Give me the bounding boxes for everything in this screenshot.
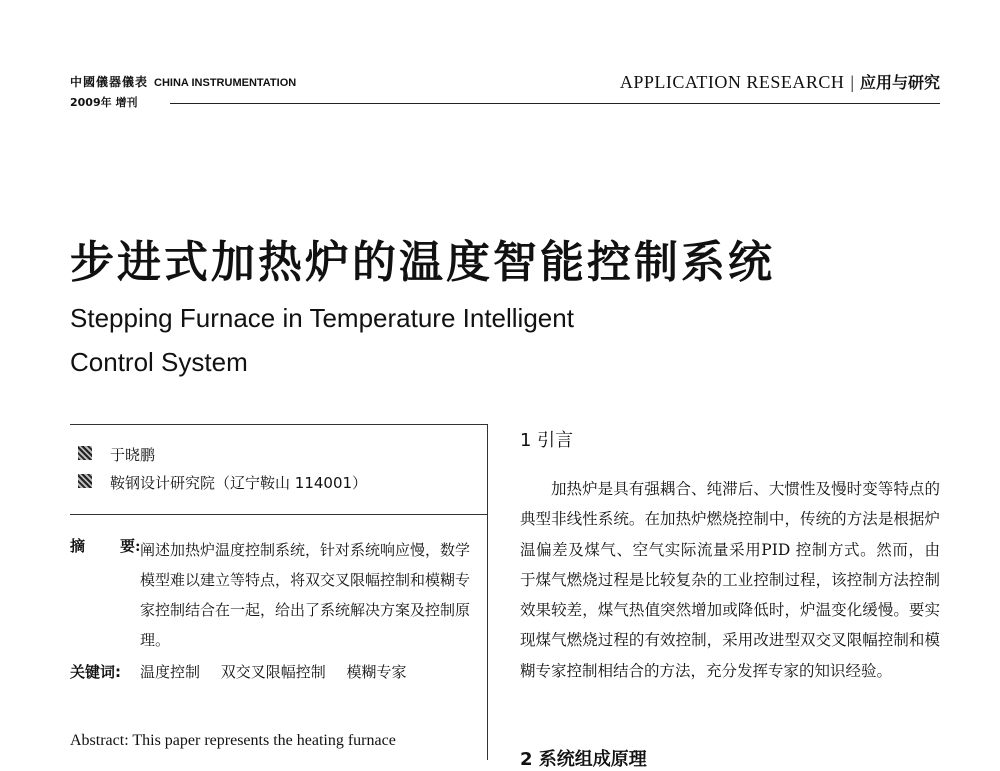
section-1-heading: 1 引言 (520, 430, 574, 451)
author-abstract-box (70, 424, 488, 760)
title-en-line1: Stepping Furnace in Temperature Intelligent (70, 303, 574, 333)
author-name: 于晓鹏 (110, 446, 156, 464)
keywords-text: 温度控制 双交叉限幅控制 模糊专家 (140, 663, 407, 681)
title-zh: 步进式加热炉的温度智能控制系统 (70, 237, 775, 288)
abstract-en-text: Abstract: This paper represents the heating furnace (70, 732, 396, 749)
section-label-en: APPLICATION RESEARCH (619, 72, 845, 92)
affiliation-marker-icon (78, 474, 92, 488)
section-label-divider: | (850, 72, 854, 92)
author-marker-icon (78, 446, 92, 460)
author-affiliation: 鞍钢设计研究院（辽宁鞍山 114001） (110, 474, 368, 492)
title-en (70, 296, 574, 384)
box-mid-rule (70, 514, 488, 515)
section-label-zh: 应用与研究 (859, 73, 940, 92)
section-1-body: 加热炉是具有强耦合、纯滞后、大惯性及慢时变等特点的典型非线性系统。在加热炉燃烧控制中，传统的方法是根据炉温偏差及煤气、空气实际流量采用PID 控制方式。然而，由于煤气燃烧过程是比较复杂的工业控制过程，该控制方法控制效果较差，煤气热值突然增加或降低时，炉温变化缓慢。要实现煤气燃烧过程的有效控制，采用改进型双交叉限幅控制和模糊专家控制相结合的方法，充分发挥专家的知识经验。 (520, 480, 940, 680)
journal-name-en: CHINA INSTRUMENTATION (154, 77, 297, 89)
section-label (620, 70, 940, 93)
journal-header (70, 73, 296, 110)
journal-issue: 2009年 增刊 (70, 96, 138, 109)
column-divider (487, 424, 488, 760)
abstract-label: 摘 (70, 537, 100, 555)
section-2-heading: 2 系统组成原理 (520, 749, 647, 770)
box-top-rule (70, 424, 488, 425)
abstract-label-2: 要: (120, 537, 141, 555)
title-en-line2: Control System (70, 347, 248, 377)
journal-name (70, 73, 296, 90)
keywords-label: 关键词: (70, 663, 121, 681)
journal-name-zh: 中國儀器儀表 (70, 75, 149, 89)
abstract-zh-text: 阐述加热炉温度控制系统，针对系统响应慢，数学模型难以建立等特点，将双交叉限幅控制和模糊专家控制结合在一起，给出了系统解决方案及控制原理。 (140, 541, 471, 649)
header-rule (170, 103, 940, 104)
